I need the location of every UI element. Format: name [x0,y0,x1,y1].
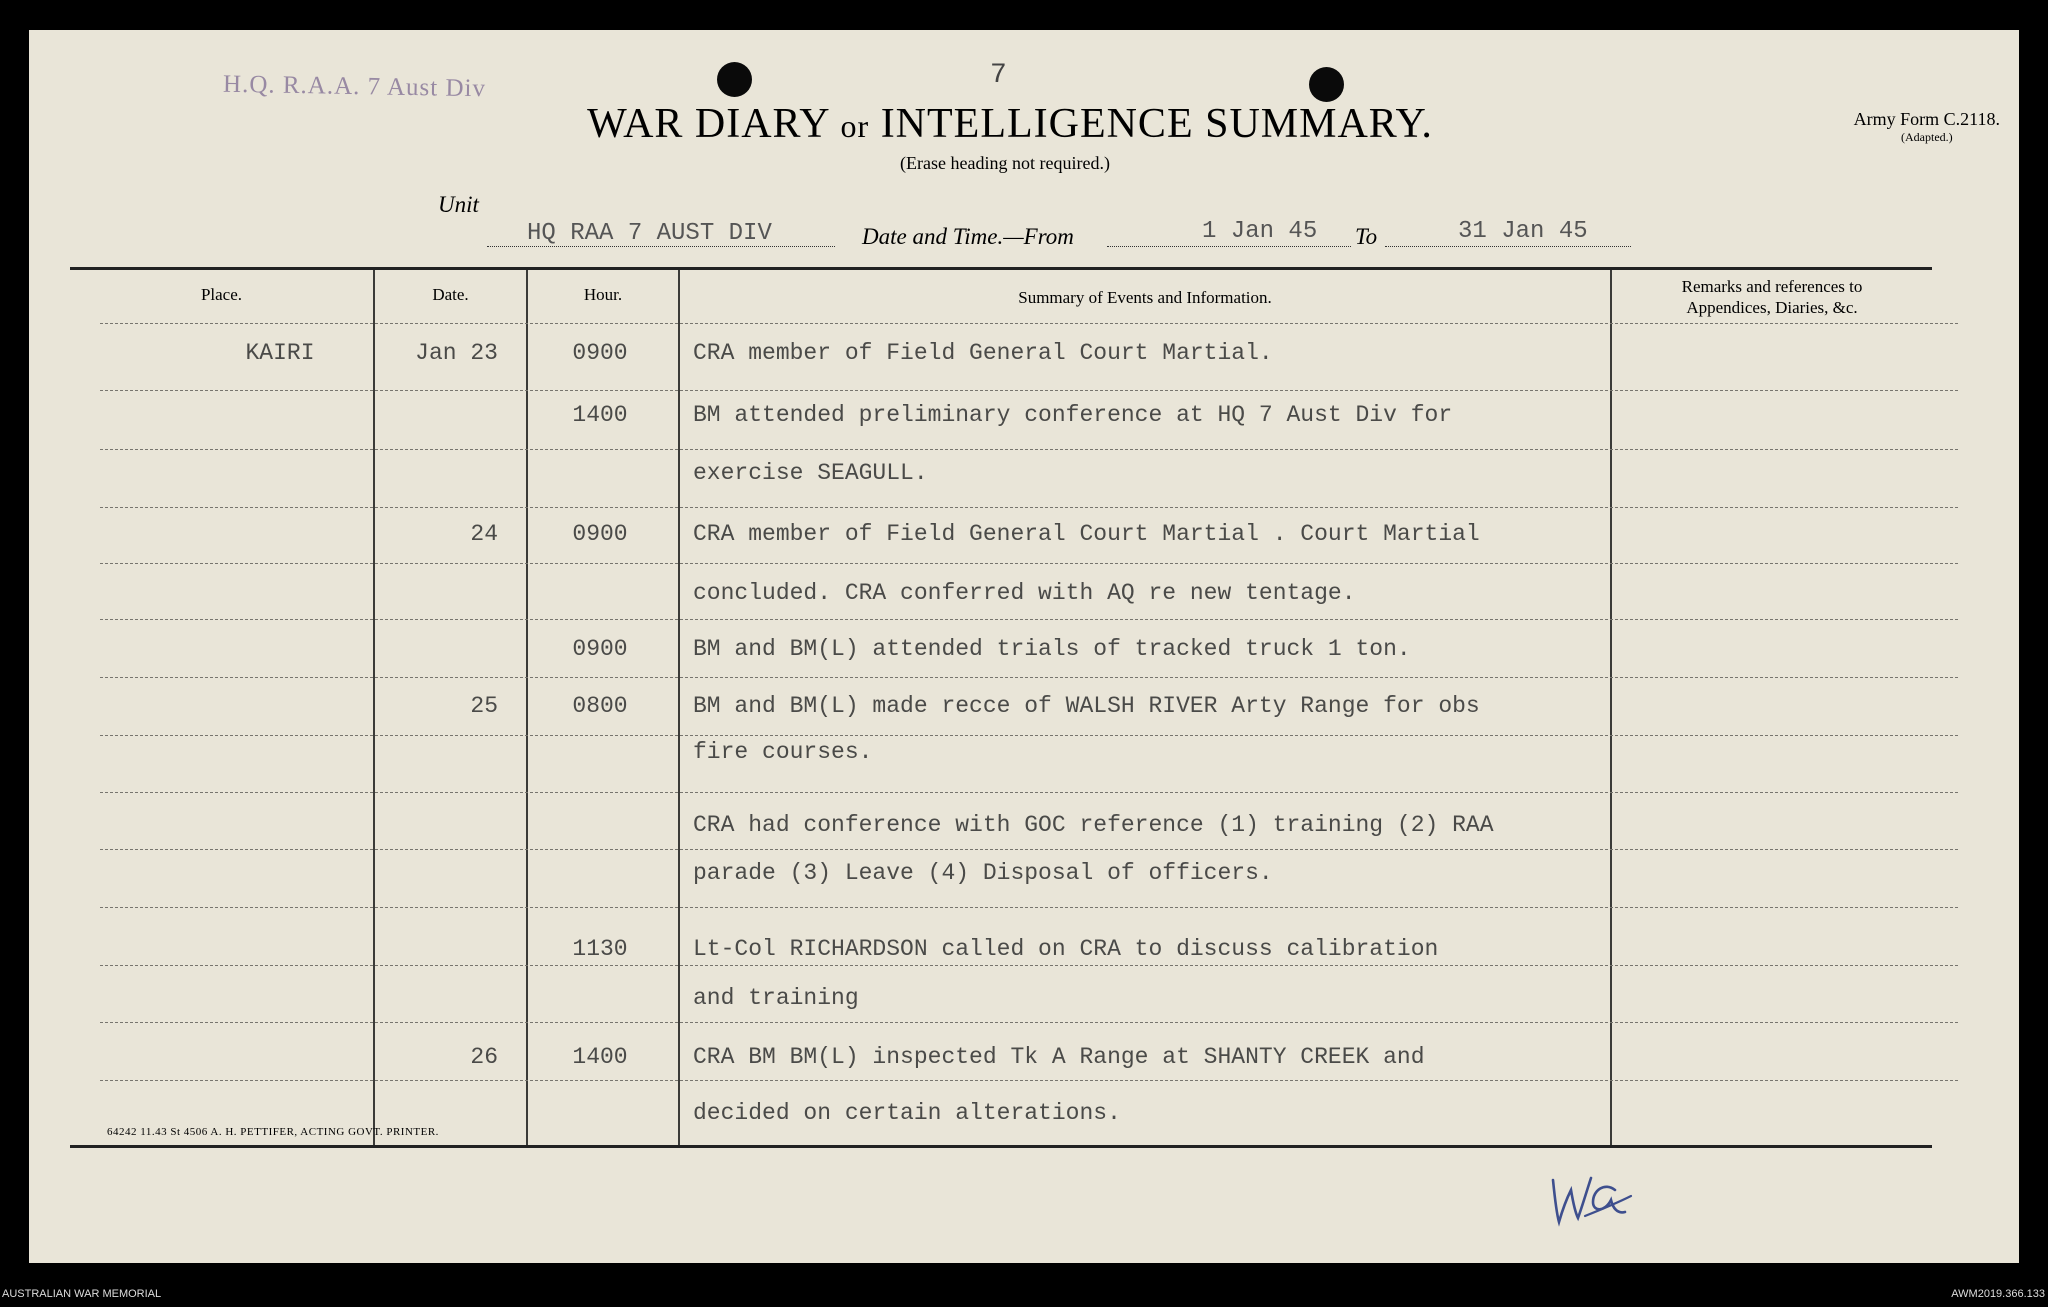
column-divider-hour [678,270,680,1145]
entry-summary: BM attended preliminary conference at HQ 7 Aust Div for [693,402,1453,428]
title-part-1: WAR DIARY [587,101,830,147]
row-rule [100,907,1958,908]
entry-hour: 1400 [572,402,628,428]
row-rule [100,449,1958,450]
entry-summary: Lt-Col RICHARDSON called on CRA to discuss calibration [693,936,1439,962]
row-rule [100,390,1958,391]
entry-summary: decided on certain alterations. [693,1100,1121,1126]
date-from-underline [1107,246,1351,247]
entry-summary: exercise SEAGULL. [693,460,928,486]
header-remarks [1612,276,1932,318]
signature-mark [1545,1160,1635,1230]
army-form-label: Army Form C.2118. [1853,109,2000,129]
row-rule [100,1080,1958,1081]
header-date: Date. [432,285,469,304]
header-remarks-line-1: Remarks and references to [1681,277,1863,296]
entry-summary: CRA BM BM(L) inspected Tk A Range at SHANTY CREEK and [693,1044,1425,1070]
header-remarks-line-2: Appendices, Diaries, &c. [1686,298,1858,317]
entry-hour: 1400 [572,1044,628,1070]
title-part-2: INTELLIGENCE SUMMARY. [880,101,1433,147]
row-rule [100,792,1958,793]
entry-summary: concluded. CRA conferred with AQ re new tentage. [693,580,1356,606]
row-rule [100,735,1958,736]
entry-summary: CRA had conference with GOC reference (1) training (2) RAA [693,812,1494,838]
punch-hole-right [1309,67,1344,102]
army-form-number [1854,110,2000,146]
entry-hour: 0800 [572,693,628,719]
entry-hour: 1130 [572,936,628,962]
unit-stamp: H.Q. R.A.A. 7 Aust Div [222,70,487,103]
unit-value: HQ RAA 7 AUST DIV [527,220,772,247]
entry-summary: CRA member of Field General Court Martial . Court Martial [693,521,1480,547]
printer-imprint: 64242 11.43 St 4506 A. H. PETTIFER, ACTING GOVT. PRINTER. [107,1126,439,1138]
entry-place: KAIRI [245,340,315,366]
row-rule [100,1022,1958,1023]
date-from-value: 1 Jan 45 [1202,218,1318,245]
column-divider-summary [1610,270,1612,1145]
entry-date: Jan 23 [415,340,498,366]
unit-label: Unit [438,192,479,217]
form-subtitle: (Erase heading not required.) [900,153,1110,173]
punch-hole-left [717,62,752,97]
entry-summary: fire courses. [693,739,873,765]
army-form-note: (Adapted.) [1901,130,1953,144]
entry-summary: BM and BM(L) attended trials of tracked truck 1 ton. [693,636,1411,662]
column-divider-place [373,270,375,1145]
form-title [0,100,2020,148]
entry-date: 26 [470,1044,498,1070]
to-label: To [1355,224,1378,249]
entry-date: 24 [470,521,498,547]
row-rule [100,563,1958,564]
entry-date: 25 [470,693,498,719]
entry-summary: parade (3) Leave (4) Disposal of officers. [693,860,1273,886]
entry-hour: 0900 [572,340,628,366]
row-rule [100,677,1958,678]
entry-summary: and training [693,985,859,1011]
row-rule [100,965,1958,966]
row-rule [100,507,1958,508]
header-summary: Summary of Events and Information. [1018,288,1272,307]
entry-summary: CRA member of Field General Court Martial. [693,340,1273,366]
date-to-value: 31 Jan 45 [1458,218,1588,245]
row-rule [100,849,1958,850]
signature [1545,1160,1635,1235]
table-bottom-rule [70,1145,1932,1148]
table-top-rule [70,267,1932,270]
credit-left: AUSTRALIAN WAR MEMORIAL [2,1288,162,1300]
page-number: 7 [990,60,1007,91]
title-or: or [840,108,870,144]
date-to-underline [1385,246,1631,247]
date-label: Date and Time.—From [862,224,1074,249]
header-hour: Hour. [583,285,623,304]
entry-hour: 0900 [572,636,628,662]
row-rule [100,323,1958,324]
header-place: Place. [200,285,243,304]
entry-summary: BM and BM(L) made recce of WALSH RIVER Arty Range for obs [693,693,1480,719]
column-divider-date [526,270,528,1145]
credit-right: AWM2019.366.133 [1951,1288,2045,1300]
row-rule [100,619,1958,620]
entry-hour: 0900 [572,521,628,547]
